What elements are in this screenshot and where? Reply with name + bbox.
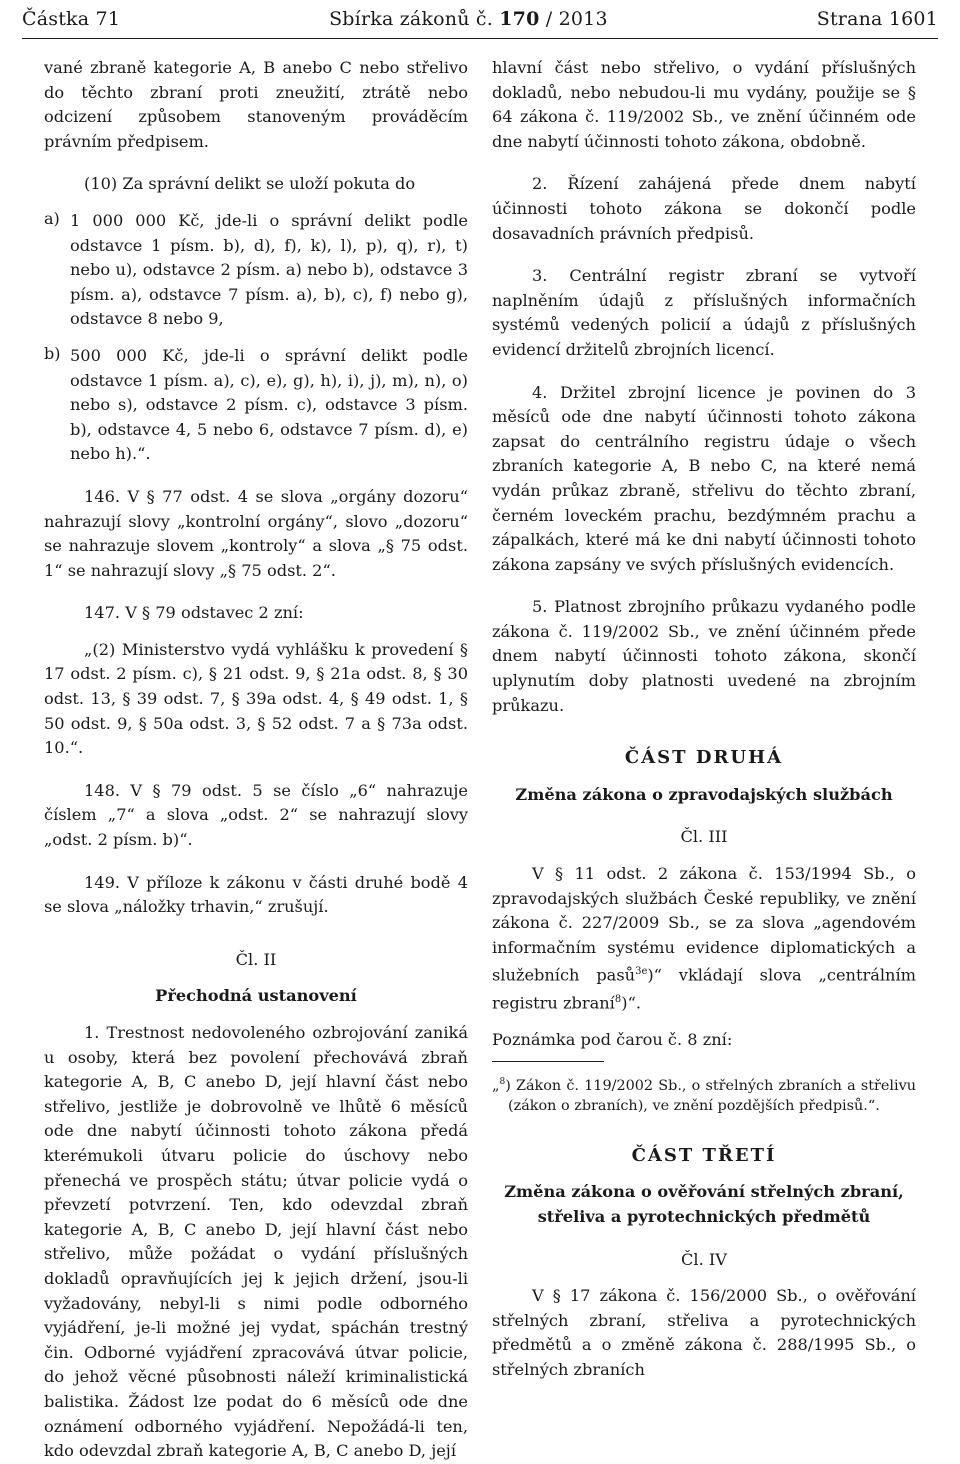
list-item bbox=[44, 208, 468, 332]
article-title: Přechodná ustanovení bbox=[155, 986, 357, 1006]
article-number: Čl. II bbox=[235, 949, 277, 969]
part-heading: ČÁST TŘETÍ bbox=[631, 1144, 777, 1166]
list-item bbox=[44, 343, 468, 467]
paragraph: 1. Trestnost nedovoleného ozbrojování zaniká u osoby, která bez povolení přechovává zbraň kategorie A, B, C anebo D, její hlavní část nebo střelivo, jestliže je dobrovolně ve lhůtě 6 měsíců ode dne nabytí účinnosti tohoto zákona předá kterémukoli útvaru policie do úschovy nebo přenechá ve prospěch státu; útvar policie vydá o převzetí potvrzení. Ten, kdo odevzdal zbraň kategorie A, B, C anebo D, její hlavní část nebo střelivo, může požádat o vydání příslušných dokladů opravňujících jej k jejich držení, jsou-li vyžadovány, nebyl-li s nimi podle odborného vyjádření, je-li možné jej vydat, spáchán trestný čin. Odborné vyjádření zpracovává útvar policie, do jehož věcné působnosti náleží kriminalistická balistika. Žádost lze podat do 6 měsíců ode dne oznámení odborného vyjádření. Nepožádá-li ten, kdo odevzdal zbraň kategorie A, B, C anebo D, její bbox=[44, 1023, 468, 1461]
part-heading: ČÁST DRUHÁ bbox=[624, 747, 784, 769]
article-number: Čl. IV bbox=[681, 1249, 727, 1269]
left-column bbox=[44, 56, 468, 1464]
paragraph: Poznámka pod čarou č. 8 zní: bbox=[492, 1030, 733, 1050]
list-item-label: b) bbox=[44, 343, 61, 363]
footnote-number: 8 bbox=[499, 1076, 506, 1087]
header-collection-number: 170 bbox=[499, 8, 540, 30]
footnote bbox=[492, 1072, 916, 1116]
footnote-divider bbox=[492, 1061, 604, 1062]
paragraph: (10) Za správní delikt se uloží pokuta do bbox=[84, 174, 416, 194]
paragraph: 149. V příloze k zákonu v části druhé bodě 4 se slova „náložky trhavin,“ zrušují. bbox=[44, 872, 468, 917]
penalty-list bbox=[44, 208, 468, 467]
paragraph: V § 17 zákona č. 156/2000 Sb., o ověřování střelných zbraní, střeliva a pyrotechnických předmětů a o změně zákona č. 288/1995 Sb., o střelných zbraních bbox=[492, 1286, 916, 1379]
header-collection-year: / 2013 bbox=[545, 8, 608, 30]
part-title: Změna zákona o ověřování střelných zbraní, střeliva a pyrotechnických předmětů bbox=[504, 1182, 904, 1226]
page-header bbox=[22, 4, 938, 34]
quote-mark: „ bbox=[492, 1077, 500, 1094]
part-title: Změna zákona o zpravodajských službách bbox=[515, 784, 893, 804]
header-collection bbox=[329, 8, 608, 30]
paragraph: 4. Držitel zbrojní licence je povinen do 3 měsíců ode dne nabytí účinnosti tohoto zákona zapsat do centrálního registru údaje o všech zbraních kategorie A, B nebo C, na které nemá vydán průkaz zbraně, střelivu do těchto zbraní, černém loveckém prachu, bezdýmném prachu a zápalkách, které má ke dni nabytí účinnosti tohoto zákona zapsány ve svých příslušných evidencích. bbox=[492, 382, 916, 574]
paragraph: hlavní část nebo střelivo, o vydání příslušných dokladů, nebo nebudou-li mu vydány, použije se § 64 zákona č. 119/2002 Sb., ve znění účinném ode dne nabytí účinnosti tohoto zákona, obdobně. bbox=[492, 58, 916, 151]
paragraph: 5. Platnost zbrojního průkazu vydaného podle zákona č. 119/2002 Sb., ve znění účinném přede dnem nabytí účinnosti tohoto zákona, skončí uplynutím doby platnosti uvedené na zbrojním průkazu. bbox=[492, 597, 916, 715]
paragraph: 2. Řízení zahájená přede dnem nabytí účinnosti tohoto zákona se dokončí podle dosavadních právních předpisů. bbox=[492, 174, 916, 243]
text-run: )“ vkládají slova „centrálním registru zbraní bbox=[492, 965, 916, 1013]
paragraph: 146. V § 77 odst. 4 se slova „orgány dozoru“ nahrazují slovy „kontrolní orgány“, slovo „dozoru“ se nahrazuje slovem „kontroly“ a slova „§ 75 odst. 1“ se nahrazují slovy „§ 75 odst. 2“. bbox=[44, 486, 468, 580]
header-collection-prefix: Sbírka zákonů č. bbox=[329, 8, 493, 30]
list-item-text: 1 000 000 Kč, jde-li o správní delikt podle odstavce 1 písm. b), d), f), k), l), p), q), r), t) nebo u), odstavce 2 písm. a) nebo b), odstavce 3 písm. a), odstavce 7 písm. a), b), c), f) nebo g), odstavce 8 nebo 9, bbox=[70, 210, 468, 329]
paragraph: 148. V § 79 odst. 5 se číslo „6“ nahrazuje číslem „7“ a slova „odst. 2“ se nahrazují slovy „odst. 2 písm. b)“. bbox=[44, 780, 468, 850]
paragraph: 3. Centrální registr zbraní se vytvoří naplněním údajů z příslušných informačních systémů vedených policií a údajů z příslušných evidencí držitelů zbrojních licencí. bbox=[492, 266, 916, 359]
text-run: )“. bbox=[621, 993, 641, 1013]
list-item-label: a) bbox=[44, 208, 60, 228]
right-column bbox=[492, 56, 916, 1383]
paragraph: vané zbraně kategorie A, B anebo C nebo střelivo do těchto zbraní proti zneužití, ztrátě nebo odcizení způsobem stanoveným prováděcím právním předpisem. bbox=[44, 58, 468, 151]
footnote-text: ) Zákon č. 119/2002 Sb., o střelných zbraních a střelivu (zákon o zbraních), ve znění pozdějších předpisů.“. bbox=[505, 1077, 916, 1114]
footnote-ref: 8 bbox=[614, 994, 622, 1006]
paragraph: 147. V § 79 odstavec 2 zní: bbox=[84, 603, 304, 623]
header-divider bbox=[22, 38, 938, 39]
paragraph bbox=[492, 862, 916, 1016]
header-page-number: Strana 1601 bbox=[816, 8, 938, 30]
article-number: Čl. III bbox=[680, 827, 728, 847]
quoted-paragraph: „(2) Ministerstvo vydá vyhlášku k provedení § 17 odst. 2 písm. c), § 21 odst. 9, § 21a odst. 8, § 30 odst. 13, § 39 odst. 7, § 39a odst. 4, § 49 odst. 1, § 50 odst. 9, § 50a odst. 3, § 52 odst. 7 a § 73a odst. 10.“. bbox=[44, 639, 468, 758]
text-run: V § 11 odst. 2 zákona č. 153/1994 Sb., o zpravodajských službách České republiky, ve znění zákona č. 227/2009 Sb., se za slova „agendovém informačním systému evidence diplomatických a služebních pasů bbox=[492, 864, 916, 985]
header-issue: Částka 71 bbox=[22, 8, 121, 30]
footnote-ref: 3e bbox=[635, 966, 648, 978]
list-item-text: 500 000 Kč, jde-li o správní delikt podle odstavce 1 písm. a), c), e), g), h), i), j), m), n), o) nebo s), odstavce 2 písm. c), odstavce 3 písm. b), odstavce 4, 5 nebo 6, odstavce 7 písm. d), e) nebo h).“. bbox=[70, 345, 468, 464]
